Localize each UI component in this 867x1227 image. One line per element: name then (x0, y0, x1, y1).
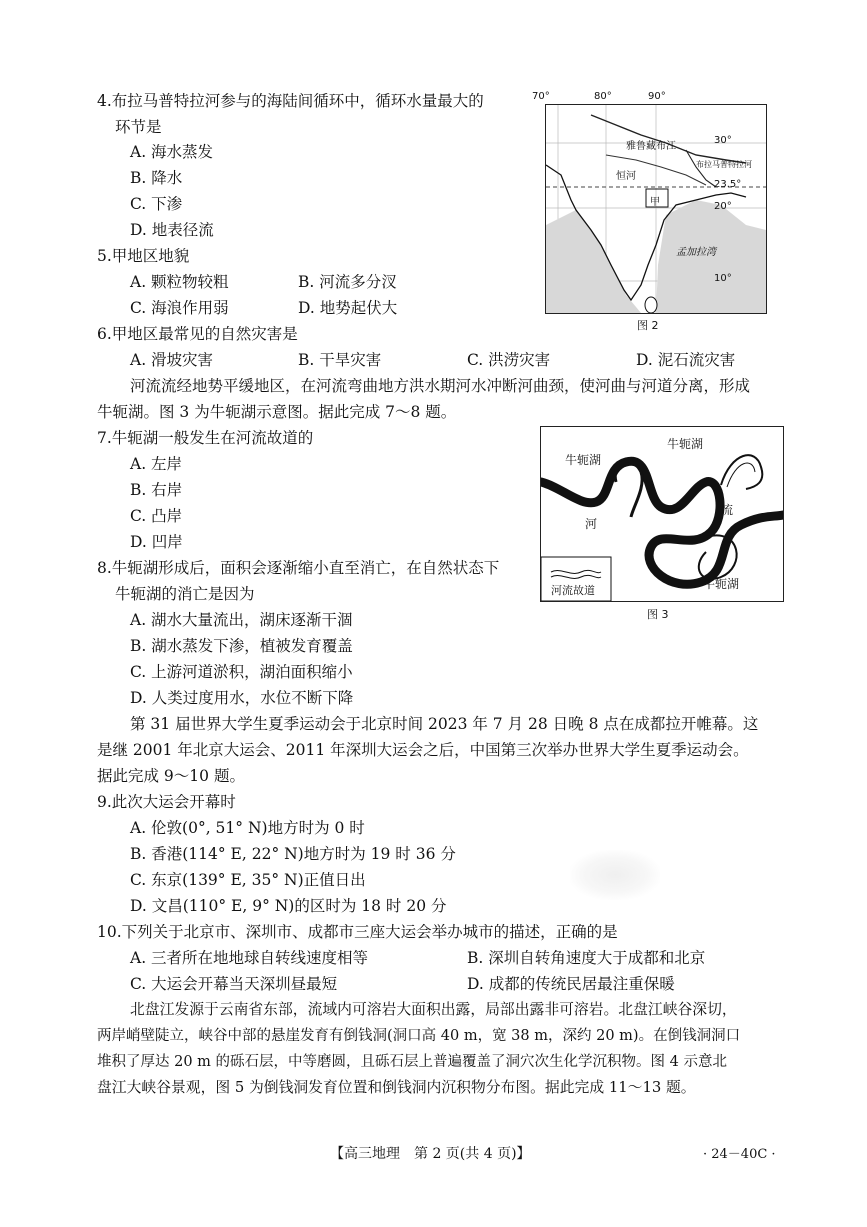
q8-option-a: A. 湖水大量流出，湖床逐渐干涸 (130, 611, 353, 629)
q9-option-d: D. 文昌(110° E, 9° N)的区时为 18 时 20 分 (130, 897, 447, 915)
figure-2-caption: 图 2 (637, 319, 659, 332)
q5-option-a: A. 颗粒物较粗 (130, 273, 229, 291)
lon-label-90: 90° (648, 91, 666, 102)
lat-label-10: 10° (714, 273, 732, 284)
river-label-he: 河 (585, 517, 598, 531)
brahmaputra-label: 布拉马普特拉河 (696, 160, 752, 169)
q10-option-d: D. 成都的传统民居最注重保暖 (467, 975, 675, 993)
intro-7-8-line1: 河流流经地势平缓地区，在河流弯曲地方洪水期河水冲断河曲颈，使河曲与河道分离，形成 (130, 377, 751, 395)
q10-option-c: C. 大运会开幕当天深圳昼最短 (130, 975, 338, 993)
q4-option-b: B. 降水 (130, 169, 183, 187)
lon-label-80: 80° (594, 91, 612, 102)
q5-stem: 5.甲地区地貌 (97, 247, 190, 265)
q10-option-a: A. 三者所在地地球自转线速度相等 (130, 949, 369, 967)
q8-option-c: C. 上游河道淤积，湖泊面积缩小 (130, 663, 353, 681)
q9-option-a: A. 伦敦(0°, 51° N)地方时为 0 时 (130, 819, 365, 837)
yarlung-label: 雅鲁藏布江 (626, 141, 676, 152)
q10-stem: 10.下列关于北京市、深圳市、成都市三座大运会举办城市的描述，正确的是 (97, 923, 618, 941)
q4-stem-cont: 环节是 (115, 118, 162, 136)
q6-option-a: A. 滑坡灾害 (130, 351, 214, 369)
q8-stem-cont: 牛轭湖的消亡是因为 (115, 585, 255, 603)
q8-option-d: D. 人类过度用水，水位不断下降 (130, 689, 354, 707)
oxbow-lake-label-3: 牛轭湖 (703, 577, 740, 591)
q4-option-d: D. 地表径流 (130, 221, 214, 239)
intro-7-8-line2: 牛轭湖。图 3 为牛轭湖示意图。据此完成 7～8 题。 (97, 403, 457, 421)
bay-of-bengal-label: 孟加拉湾 (676, 247, 716, 258)
intro-11-13-line4: 盘江大峡谷景观，图 5 为倒钱洞发育位置和倒钱洞内沉积物分布图。据此完成 11～13 题。 (97, 1079, 696, 1096)
footer-page-info: 【高三地理 第 2 页(共 4 页)】 (330, 1146, 531, 1162)
q6-stem: 6.甲地区最常见的自然灾害是 (97, 325, 298, 343)
q7-option-d: D. 凹岸 (130, 533, 183, 551)
lat-label-20: 20° (714, 201, 732, 212)
q4-stem: 4.布拉马普特拉河参与的海陆间循环中，循环水量最大的 (97, 92, 484, 110)
q4-option-a: A. 海水蒸发 (130, 143, 214, 161)
oxbow-lake-label-2: 牛轭湖 (667, 437, 704, 451)
q7-option-b: B. 右岸 (130, 481, 183, 499)
q6-option-b: B. 干旱灾害 (298, 351, 382, 369)
q7-stem: 7.牛轭湖一般发生在河流故道的 (97, 429, 314, 447)
figure-3-diagram (540, 426, 784, 602)
jia-label: 甲 (650, 197, 660, 208)
ganges-label: 恒河 (616, 171, 636, 182)
q10-option-b: B. 深圳自转角速度大于成都和北京 (467, 949, 706, 967)
figure-3-caption: 图 3 (647, 608, 669, 621)
q9-stem: 9.此次大运会开幕时 (97, 793, 236, 811)
legend-old-channel: 河流故道 (551, 584, 595, 597)
q5-option-d: D. 地势起伏大 (298, 299, 398, 317)
intro-9-10-line3: 据此完成 9～10 题。 (97, 767, 245, 785)
intro-11-13-line2: 两岸峭壁陡立，峡谷中部的悬崖发育有倒钱洞(洞口高 40 m，宽 38 m，深约 20 m)。在倒钱洞洞口 (97, 1028, 741, 1044)
q7-option-c: C. 凸岸 (130, 507, 183, 525)
q6-option-c: C. 洪涝灾害 (467, 351, 551, 369)
q8-option-b: B. 湖水蒸发下渗，植被发育覆盖 (130, 637, 353, 655)
q8-stem: 8.牛轭湖形成后，面积会逐渐缩小直至消亡，在自然状态下 (97, 559, 500, 577)
intro-9-10-line1: 第 31 届世界大学生夏季运动会于北京时间 2023 年 7 月 28 日晚 8 点在成都拉开帷幕。这 (130, 715, 759, 733)
figure-2-map (532, 91, 767, 314)
lat-label-23-5: 23.5° (714, 179, 742, 190)
lon-label-70: 70° (532, 91, 550, 102)
lat-label-30: 30° (714, 135, 732, 146)
q5-option-b: B. 河流多分汊 (298, 273, 397, 291)
q6-option-d: D. 泥石流灾害 (636, 351, 736, 369)
q9-option-b: B. 香港(114° E, 22° N)地方时为 19 时 36 分 (130, 845, 456, 863)
q7-option-a: A. 左岸 (130, 455, 183, 473)
footer-code: · 24－40C · (703, 1147, 776, 1162)
scan-smudge (570, 850, 660, 900)
q5-option-c: C. 海浪作用弱 (130, 299, 229, 317)
intro-11-13-line1: 北盘江发源于云南省东部，流域内可溶岩大面积出露，局部出露非可溶岩。北盘江峡谷深切， (130, 1001, 737, 1018)
oxbow-lake-label-1: 牛轭湖 (565, 453, 602, 467)
river-label-liu: 流 (721, 503, 734, 517)
q9-option-c: C. 东京(139° E, 35° N)正值日出 (130, 871, 366, 889)
q4-option-c: C. 下渗 (130, 195, 183, 213)
intro-11-13-line3: 堆积了厚达 20 m 的砾石层，中等磨圆，且砾石层上普遍覆盖了洞穴次生化学沉积物。图 4 示意北 (97, 1054, 727, 1070)
intro-9-10-line2: 是继 2001 年北京大运会、2011 年深圳大运会之后，中国第三次举办世界大学生夏季运动会。 (97, 741, 749, 759)
